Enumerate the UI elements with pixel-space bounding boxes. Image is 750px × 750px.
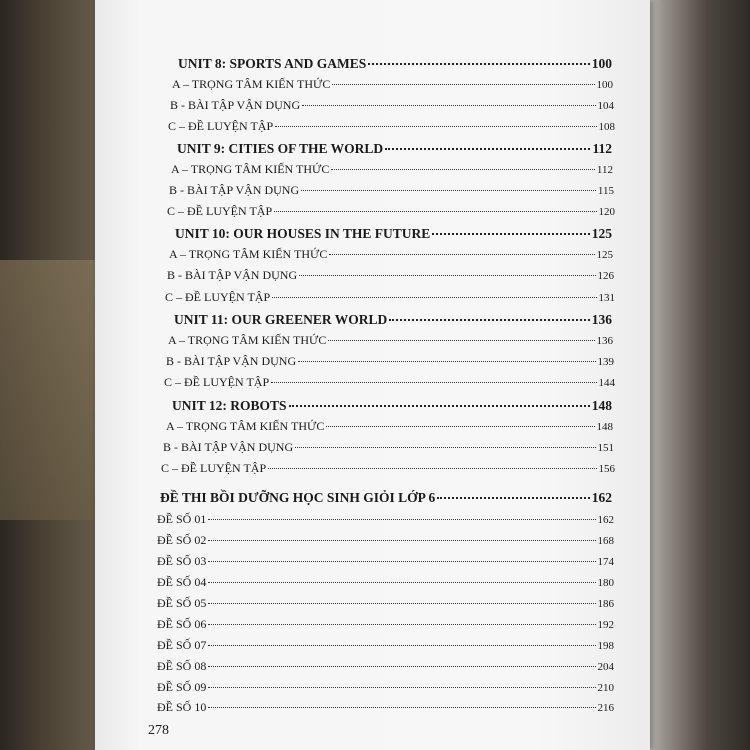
dot-leader (328, 340, 594, 341)
dot-leader (299, 275, 595, 276)
toc-entry (157, 533, 614, 548)
toc-entry-title: ĐỀ SỐ 05 (157, 596, 207, 610)
toc-entry-title: C – ĐỀ LUYỆN TẬP (165, 290, 271, 304)
dot-leader (208, 687, 595, 688)
toc-entry-title: UNIT 10: OUR HOUSES IN THE FUTURE (175, 226, 431, 241)
dot-leader (208, 624, 595, 625)
dot-leader (332, 84, 594, 85)
toc-entry (169, 247, 613, 262)
toc-entry-page: 156 (598, 463, 615, 475)
toc-entry-title: ĐỀ SỐ 07 (157, 638, 207, 652)
toc-entry-title: C – ĐỀ LUYỆN TẬP (164, 375, 270, 389)
dot-leader (289, 405, 590, 407)
toc-entry-page: 148 (591, 398, 612, 413)
toc-entry-page: 144 (598, 377, 615, 389)
toc-entry (157, 680, 614, 695)
toc-entry-page: 136 (596, 335, 613, 347)
toc-heading-entry (177, 141, 612, 157)
dot-leader (272, 297, 596, 298)
dot-leader (326, 426, 594, 427)
toc-entry-title: A – TRỌNG TÂM KIẾN THỨC (169, 247, 328, 261)
toc-entry (171, 162, 613, 177)
toc-entry-page: 100 (596, 79, 613, 91)
toc-entry-page: 162 (597, 514, 614, 526)
toc-entry (163, 440, 614, 455)
dot-leader (268, 468, 596, 469)
dot-leader (208, 603, 595, 604)
dot-leader (275, 126, 596, 127)
toc-entry-title: ĐỀ SỐ 02 (157, 533, 207, 547)
toc-entry-title: A – TRỌNG TÂM KIẾN THỨC (166, 419, 325, 433)
toc-entry-page: 139 (597, 356, 614, 368)
toc-entry (170, 98, 614, 113)
dot-leader (208, 561, 595, 562)
dot-leader (298, 361, 595, 362)
toc-entry (157, 575, 614, 590)
toc-entry-title: B - BÀI TẬP VẬN DỤNG (169, 183, 300, 197)
toc-entry-page: 125 (596, 249, 613, 261)
toc-entry-title: A – TRỌNG TÂM KIẾN THỨC (168, 333, 327, 347)
dot-leader (274, 211, 596, 212)
toc-entry (166, 354, 614, 369)
toc-heading-entry (160, 490, 612, 506)
toc-entry-page: 186 (597, 598, 614, 610)
dot-leader (208, 519, 595, 520)
dot-leader (271, 382, 596, 383)
toc-entry-page: 210 (597, 682, 614, 694)
page-number: 278 (148, 723, 169, 738)
toc-entry-title: C – ĐỀ LUYỆN TẬP (168, 119, 274, 133)
toc-entry-page: 108 (598, 121, 615, 133)
toc-entry (165, 290, 615, 305)
toc-entry (157, 700, 614, 715)
dot-leader (295, 447, 595, 448)
toc-entry-title: B - BÀI TẬP VẬN DỤNG (163, 440, 294, 454)
dot-leader (389, 319, 589, 321)
toc-heading-entry (175, 226, 612, 242)
toc-entry-page: 168 (597, 535, 614, 547)
toc-entry-page: 115 (597, 185, 614, 197)
toc-entry-page: 104 (597, 100, 614, 112)
toc-entry-title: ĐỀ SỐ 03 (157, 554, 207, 568)
toc-entry-page: 198 (597, 640, 614, 652)
toc-entry (157, 638, 614, 653)
toc-entry-page: 126 (597, 270, 614, 282)
dot-leader (331, 169, 595, 170)
toc-entry (169, 183, 614, 198)
toc-entry (167, 268, 614, 283)
dot-leader (208, 540, 595, 541)
toc-entry-page: 204 (597, 661, 614, 673)
toc-entry-page: 148 (596, 421, 613, 433)
toc-entry-title: ĐỀ SỐ 06 (157, 617, 207, 631)
toc-entry-title: UNIT 11: OUR GREENER WORLD (174, 312, 388, 327)
dot-leader (432, 233, 589, 235)
dot-leader (302, 105, 595, 106)
dot-leader (208, 582, 595, 583)
toc-entry-page: 125 (591, 226, 612, 241)
toc-entry (166, 419, 613, 434)
dot-leader (385, 148, 590, 150)
toc-entry-title: ĐỀ SỐ 08 (157, 659, 207, 673)
dot-leader (301, 190, 596, 191)
toc-entry-title: B - BÀI TẬP VẬN DỤNG (167, 268, 298, 282)
toc-entry-page: 112 (592, 141, 612, 156)
toc-entry-title: ĐỀ SỐ 09 (157, 680, 207, 694)
toc-entry-title: A – TRỌNG TÂM KIẾN THỨC (171, 162, 330, 176)
toc-entry-page: 162 (591, 490, 612, 505)
dot-leader (329, 254, 594, 255)
toc-entry (167, 204, 615, 219)
toc-entry-title: C – ĐỀ LUYỆN TẬP (161, 461, 267, 475)
toc-heading-entry (172, 398, 612, 414)
toc-entry-title: ĐỀ SỐ 10 (157, 700, 207, 714)
toc-entry (157, 554, 614, 569)
toc-entry-title: ĐỀ SỐ 04 (157, 575, 207, 589)
toc-heading-entry (178, 56, 612, 72)
toc-entry-page: 180 (597, 577, 614, 589)
toc-entry (172, 77, 613, 92)
toc-entry (164, 375, 615, 390)
toc-entry-page: 100 (591, 56, 612, 71)
toc-entry (157, 659, 614, 674)
toc-entry-page: 151 (597, 442, 614, 454)
toc-entry-title: C – ĐỀ LUYỆN TẬP (167, 204, 273, 218)
toc-entry-page: 112 (596, 164, 613, 176)
toc-entry-page: 131 (598, 292, 615, 304)
toc-entry (157, 596, 614, 611)
dot-leader (208, 707, 595, 708)
toc-entry-page: 216 (597, 702, 614, 714)
dot-leader (437, 497, 589, 499)
toc-entry-title: UNIT 8: SPORTS AND GAMES (178, 56, 367, 71)
toc-entry-page: 120 (598, 206, 615, 218)
toc-entry (168, 333, 613, 348)
toc-entry (157, 512, 614, 527)
dot-leader (208, 666, 595, 667)
toc-entry (168, 119, 615, 134)
toc-entry (161, 461, 615, 476)
dot-leader (208, 645, 595, 646)
toc-entry-title: A – TRỌNG TÂM KIẾN THỨC (172, 77, 331, 91)
toc-entry-title: B - BÀI TẬP VẬN DỤNG (170, 98, 301, 112)
toc-entry-page: 192 (597, 619, 614, 631)
toc-entry-title: B - BÀI TẬP VẬN DỤNG (166, 354, 297, 368)
toc-entry-title: UNIT 12: ROBOTS (172, 398, 287, 413)
toc-entry-title: UNIT 9: CITIES OF THE WORLD (177, 141, 384, 156)
toc-entry-page: 174 (597, 556, 614, 568)
dot-leader (368, 63, 589, 65)
toc-entry-page: 136 (591, 312, 612, 327)
toc-entry-title: ĐỀ SỐ 01 (157, 512, 207, 526)
toc-entry-title: ĐỀ THI BỒI DƯỠNG HỌC SINH GIỎI LỚP 6 (160, 490, 436, 505)
toc-entry (157, 617, 614, 632)
toc-heading-entry (174, 312, 612, 328)
